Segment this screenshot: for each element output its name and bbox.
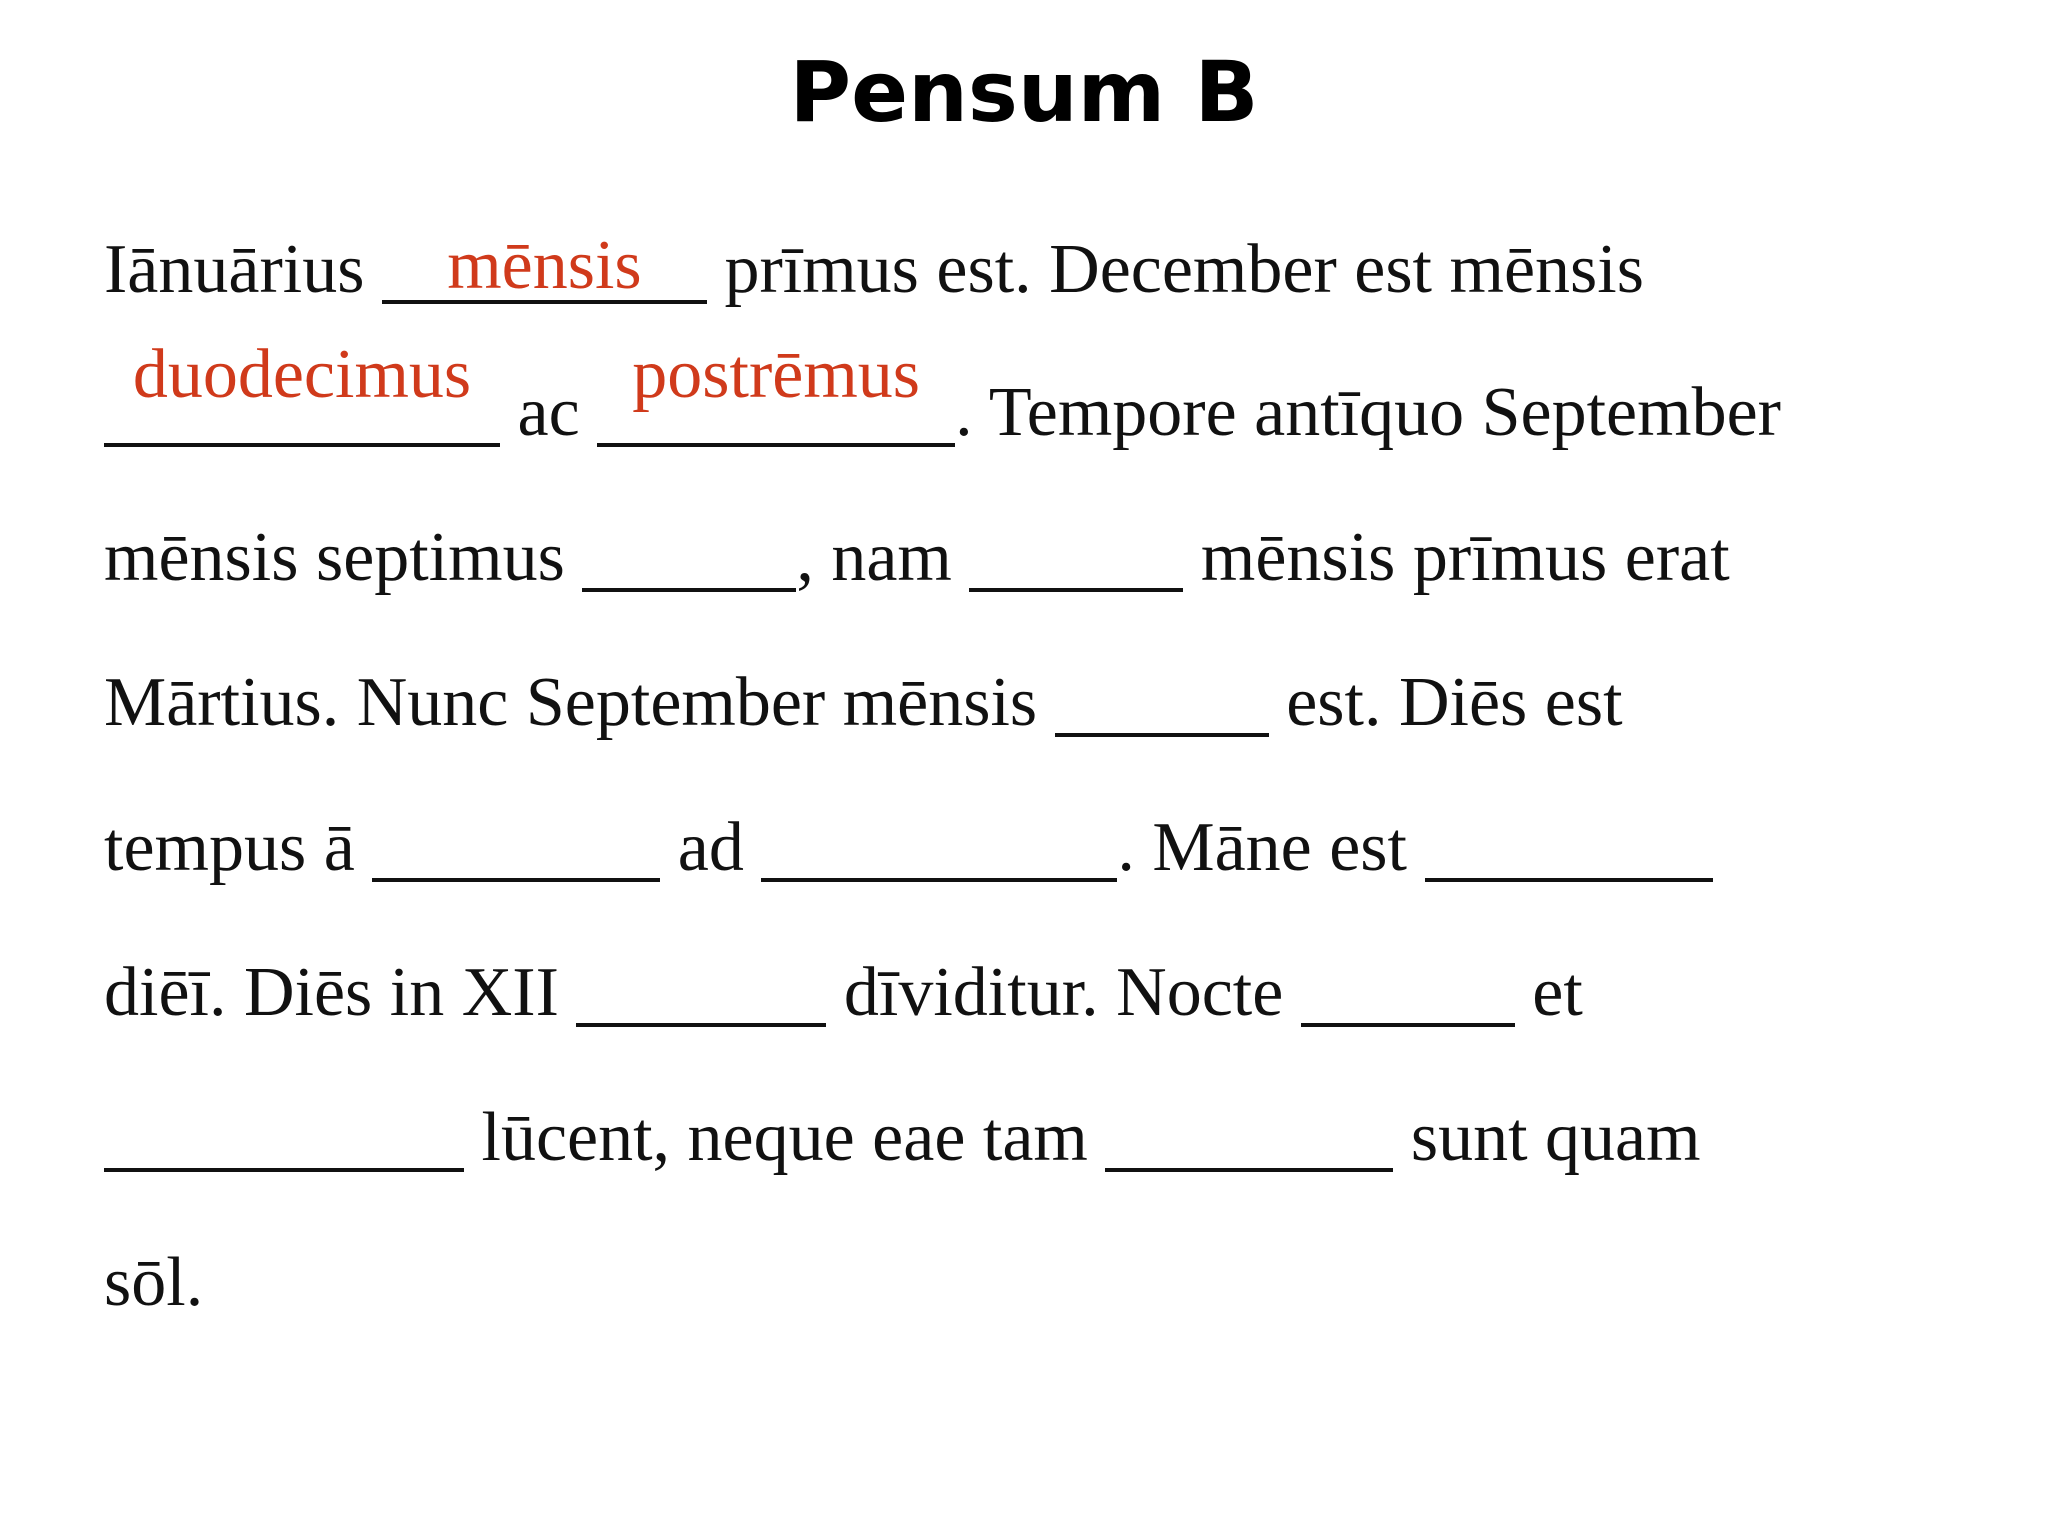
text-line xyxy=(104,508,1730,608)
sentence-text: ac xyxy=(500,374,598,451)
text-line xyxy=(104,798,1713,898)
answer-blank xyxy=(597,336,955,463)
sentence-text: dīviditur. Nocte xyxy=(826,954,1301,1031)
answer-blank xyxy=(104,336,500,463)
sentence-text: sōl. xyxy=(104,1244,204,1321)
answer-blank xyxy=(969,508,1183,608)
answer-blank xyxy=(1301,943,1515,1043)
filled-answer: duodecimus xyxy=(132,336,472,413)
text-line xyxy=(104,1233,203,1333)
answer-blank xyxy=(382,220,707,320)
text-line xyxy=(104,1088,1701,1188)
text-line xyxy=(104,653,1623,753)
answer-blank xyxy=(761,798,1117,898)
answer-blank xyxy=(1425,798,1713,898)
filled-answer: mēnsis xyxy=(447,227,642,304)
answer-blank xyxy=(582,508,796,608)
sentence-text: et xyxy=(1514,954,1583,1031)
text-line xyxy=(104,943,1583,1043)
answer-blank xyxy=(104,1088,464,1188)
text-line xyxy=(104,220,1644,320)
sentence-text: . Tempore antīquo September xyxy=(955,374,1781,451)
page-title: Pensum B xyxy=(789,43,1259,141)
answer-blank xyxy=(576,943,826,1043)
answer-blank xyxy=(1105,1088,1393,1188)
text-line xyxy=(104,336,1781,463)
sentence-text: , nam xyxy=(796,519,970,596)
sentence-text: est. Diēs est xyxy=(1268,664,1623,741)
sentence-text: . Māne est xyxy=(1117,809,1425,886)
answer-blank xyxy=(372,798,660,898)
filled-answer: postrēmus xyxy=(632,336,921,413)
sentence-text: tempus ā xyxy=(104,809,373,886)
sentence-text: Iānuārius xyxy=(104,231,382,308)
sentence-text: mēnsis prīmus erat xyxy=(1183,519,1730,596)
sentence-text: diēī. Diēs in XII xyxy=(104,954,577,1031)
answer-blank xyxy=(1055,653,1269,753)
sentence-text: prīmus est. December est mēnsis xyxy=(706,231,1644,308)
sentence-text: mēnsis septimus xyxy=(104,519,583,596)
sentence-text: lūcent, neque eae tam xyxy=(464,1099,1106,1176)
sentence-text: ad xyxy=(660,809,762,886)
sentence-text: Mārtius. Nunc September mēnsis xyxy=(104,664,1055,741)
sentence-text: sunt quam xyxy=(1393,1099,1701,1176)
